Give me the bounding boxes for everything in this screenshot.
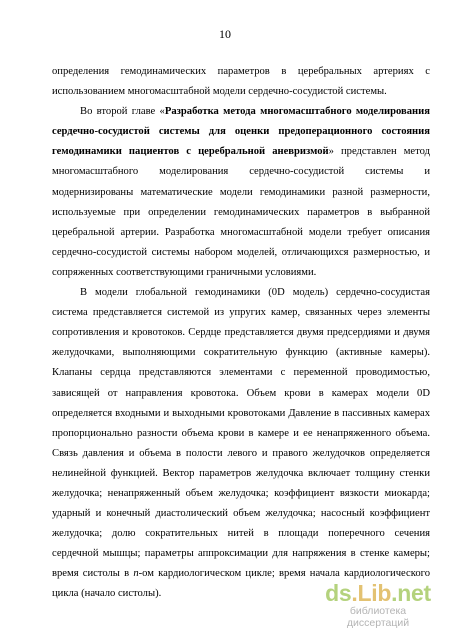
paragraph-3-italic-n: n — [133, 568, 139, 580]
paragraph-2-text: » представлен метод многомасштабного моделирования сердечно-сосудистой системы и модернизированы математические модели гемодинамики разной размерности, используемые при определении гемодинамических параметров в выбранной церебральной артерии. Разработка многомасштабной модели требует описания сердечно-сосудистой системы набором моделей, отличающихся размерностью, и сопряженных соответствующими граничными условиями. — [52, 146, 430, 278]
paragraph-1-line-1: определения гемодинамических параметров в церебральных артериях с — [52, 66, 430, 77]
paragraph-3 — [52, 283, 430, 605]
logo-lib: Lib — [357, 580, 392, 606]
paragraph-2 — [52, 102, 430, 283]
watermark-subtitle: библиотека диссертаций — [346, 605, 410, 629]
watermark — [318, 581, 438, 629]
dslib-logo — [318, 581, 438, 605]
logo-net: .net — [391, 580, 431, 606]
paragraph-3-text: В модели глобальной гемодинамики (0D модель) сердечно-сосудистая система представляется системой из упругих камер, связанных через элементы сопротивления и кровотоков. Сердце представляется двумя предсердиями и двумя желудочками, выполняющими сократительную функцию (активные камеры). Клапаны сердца представляются элементами с переменной проводимостью, зависящей от направления кровотока. Объем крови в камерах модели 0D определяется входными и выходными кровотоками Давление в пассивных камерах пропорционально разности объема крови в камере и ее ненапряженного объема. Связь давления и объема в полости левого и правого желудочков определяется нелинейной функцией. Вектор параметров желудочка включает толщину стенки желудочка; ненапряженный объем желудочка; коэффициент вязкости миокарда; ударный и конечный диастолический объем желудочка; насосный коэффициент желудочка; долю сократительных нитей в площади поперечного сечения сердечной мышцы; параметры аппроксимации для напряжения в стенке камеры; время систолы в — [52, 287, 430, 580]
document-body — [52, 62, 430, 605]
paragraph-3-text-end: -ом кардиологическом цикле; время начала кардиологического цикла (начало систолы). — [52, 568, 430, 600]
paragraph-1 — [52, 62, 430, 102]
paragraph-2-intro: Во второй главе « — [80, 106, 165, 118]
logo-ds: ds — [325, 580, 352, 606]
chapter-title-bold: Разработка метода многомасштабного моделирования сердечно-сосудистой системы для оценки предоперационного состояния гемодинамики пациентов с церебральной аневризмой — [52, 106, 430, 158]
page-number: 10 — [219, 27, 231, 41]
paragraph-1-line-2: использованием многомасштабной модели сердечно-сосудистой системы. — [52, 86, 387, 98]
logo-dot: . — [351, 580, 358, 606]
